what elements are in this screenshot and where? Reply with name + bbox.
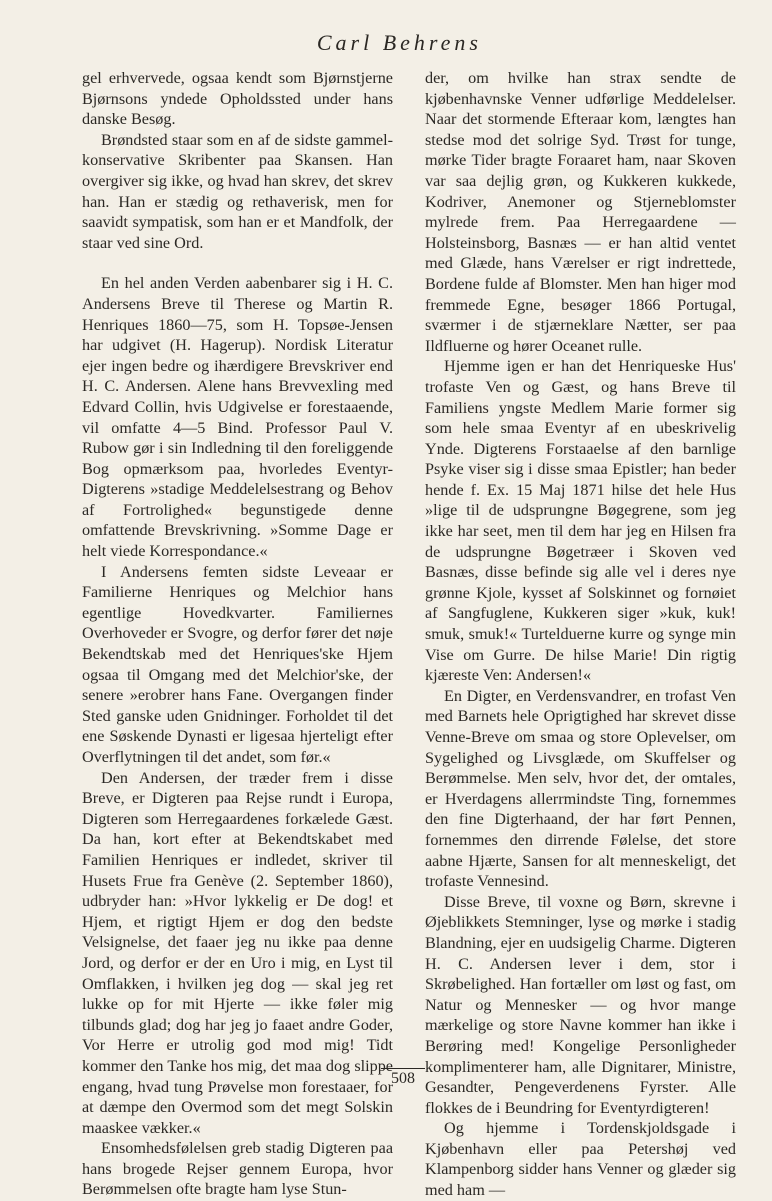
left-column (82, 68, 393, 1200)
paragraph: der, om hvilke han strax sendte de kjøbenhavnske Venner udførlige Meddelelser. Naar det stormende Efteraar kom, længtes han stedse mod det solrige Syd. Trøst for tunge, mørke Tider bragte Foraaret ham, naar Skoven var saa dejlig grøn, og Kukkeren kukkede, Kodriver, Anemoner og Stjerneblomster mylrede frem. Paa Herregaardene — Holsteinsborg, Basnæs — er han altid ventet med Glæde, hans Værelser er rigt indrettede, Bordene fulde af Blomster. Men han higer mod fremmede Egne, besøger 1866 Portugal, sværmer i de stjærneklare Nætter, ser paa Ildfluerne og hører Oceanet rulle. (425, 69, 736, 355)
paragraph: I Andersens femten sidste Leveaar er Familierne Henriques og Melchior hans egentlige Hovedkvarter. Familiernes Overhoveder er Svogre, og derfor fører det nøje Bekendtskab med det Henriques'ske Hjem ogsaa til Omgang med det Melchior'ske, der senere »erobrer hans Fane. Overgangen finder Sted ganske uden Gnidninger. Forholdet til det ene Søskende Dynasti er ligesaa hjerteligt efter Overflytningen til det andet, som før.« (82, 562, 393, 766)
paragraph: gel erhvervede, ogsaa kendt som Bjørnstjerne Bjørnsons yndede Opholdssted under hans danske Besøg. (82, 69, 393, 129)
running-title: Carl Behrens (316, 30, 482, 55)
paragraph: Ensomhedsfølelsen greb stadig Digteren paa hans brogede Rejser gennem Europa, hvor Berømmelsen ofte bragte ham lyse Stun- (82, 1139, 393, 1199)
paragraph: Disse Breve, til voxne og Børn, skrevne i Øjeblikkets Stemninger, lyse og mørke i stadig Blandning, ejer en uudsigelig Charme. Digteren H. C. Andersen lever i dem, stor i Skrøbelighed. Han fortæller om løst og fast, om Natur og Mennesker — og hvor mange mærkelige og store Navne kommer han ikke i Berøring med! Kongelige Personligheder komplimenterer ham, alle Dignitarer, Ministre, Gesandter, Pengeverdenens Fyrster. Alle flokkes de i Beundring for Eventyrdigteren! (425, 892, 736, 1117)
running-header (0, 30, 772, 56)
right-column (425, 68, 736, 1201)
paragraph: Brøndsted staar som en af de sidste gammel-konservative Skribenter paa Skansen. Han overgiver sig ikke, og hvad han skrev, det skrev han. Han er stædig og rethaverisk, men for saavidt sympatisk, som han er et Mandfolk, der staar ved sine Ord. (82, 130, 393, 252)
paragraph: En hel anden Verden aabenbarer sig i H. C. Andersens Breve til Therese og Martin R. Henriques 1860—75, som H. Topsøe-Jensen har udgivet (H. Hagerup). Nordisk Literatur ejer ingen bedre og ihærdigere Brevskriver end H. C. Andersen. Alene hans Brevvexling med Edvard Collin, hvis Udgivelse er forestaaende, vil omfatte 4—5 Bind. Professor Paul V. Rubow gør i sin Indledning til den foreliggende Bog opmærksom paa, hvorledes Eventyr-Digterens »stadige Meddelelsestrang og Behov af Fortrolighed« begunstigede denne omfattende Brevskrivning. »Somme Dage er helt viede Korrespondance.« (82, 274, 393, 561)
paragraph: Hjemme igen er han det Henriqueske Hus' trofaste Ven og Gæst, og hans Breve til Familiens yngste Medlem Marie former sig som hele smaa Eventyr af en ubeskrivelig Ynde. Digterens Forstaaelse af den barnlige Psyke viser sig i disse smaa Epistler; han beder hende f. Ex. 15 Maj 1871 hilse det hele Hus »lige til de udsprungne Bøgegrene, som jeg ikke har seet, men til dem har jeg en Hilsen fra de udsprungne Bøgetræer i Skoven ved Basnæs, disse befinde sig alle vel i deres nye grønne Kjole, kysset af Solskinnet og fornøiet af Sangfuglene, Kukkeren siger »kuk, kuk! smuk, smuk!« Turtelduerne kurre og synge min Vise om Gurre. De hilse Marie! Din rigtig kjæreste Ven: Andersen!« (425, 357, 736, 685)
page-number: 508 (381, 1068, 425, 1088)
paragraph: En Digter, en Verdensvandrer, en trofast Ven med Barnets hele Oprigtighed har skrevet disse Venne-Breve om smaa og store Oplevelser, om Sygelighed og Livsglæde, om Skuffelser og Berømmelse. Men selv, hvor det, der omtales, er Hverdagens allerrmindste Ting, fornemmes den fine Digterhaand, der har ført Pennen, fornemmes den dirrende Følelse, det store aabne Hjærte, Sansen for alt menneskeligt, det trofaste Vennesind. (425, 686, 736, 891)
paragraph: Og hjemme i Tordenskjoldsgade i Kjøbenhavn eller paa Petershøj ved Klampenborg sidder hans Venner og glæder sig med ham — (425, 1119, 736, 1200)
paragraph: Den Andersen, der træder frem i disse Breve, er Digteren paa Rejse rundt i Europa, Digteren som Herregaardenes forkælede Gæst. Da han, kort efter at Bekendtskabet med Familien Henriques er indledet, skriver til Husets Frue fra Genève (2. September 1860), udbryder han: »Hvor lykkelig er De dog! et Hjem, et rigtigt Hjem er dog den bedste Velsignelse, det faaer jeg nu ikke paa denne Jord, og derfor er der en Uro i mig, en Lyst til Omflakken, i hvilken jeg dog — skal jeg ret lukke op for mit Hjerte — ikke føler mig tilbunds glad; dog har jeg jo faaet andre Goder, Vor Herre er utrolig god mod mig! Tidt kommer den Tanke hos mig, det maa dog slippe engang, hvad tung Prøvelse mon forestaaer, for at dæmpe den Overmod som det megt Solskin maaskee vækker.« (82, 768, 393, 1137)
